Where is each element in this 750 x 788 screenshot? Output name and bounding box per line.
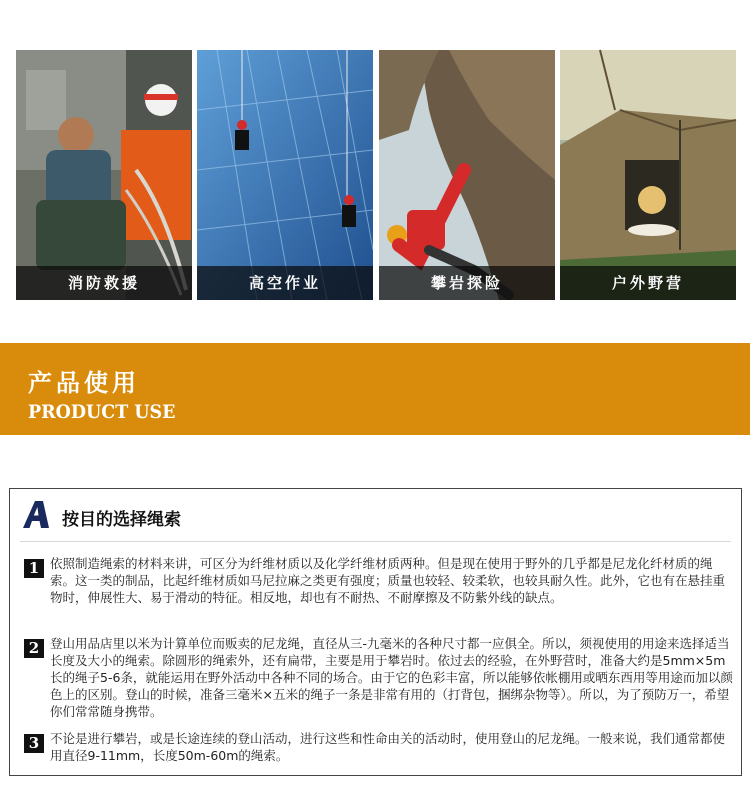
rope-selection-section bbox=[9, 484, 742, 776]
paragraph-number: 1 bbox=[24, 559, 44, 578]
product-use-banner bbox=[0, 343, 750, 435]
tile-high-altitude-work bbox=[197, 50, 373, 300]
paragraph-number: 2 bbox=[24, 639, 44, 658]
tile-caption: 消防救援 bbox=[16, 266, 192, 300]
letter-a-icon bbox=[20, 484, 52, 529]
section-heading: 按目的选择绳索 bbox=[62, 510, 181, 530]
paragraph: 不论是进行攀岩，或是长途连续的登山活动，进行这些和性命由关的活动时，使用登山的尼龙绳。一般来说，我们通常都使用直径9-11mm，长度50m-60m的绳索。 bbox=[50, 731, 726, 763]
tile-camping bbox=[560, 50, 736, 300]
tile-caption: 高空作业 bbox=[197, 266, 373, 300]
tile-firefighting-rescue bbox=[16, 50, 192, 300]
banner-title-zh: 产品使用 bbox=[28, 369, 140, 397]
tile-caption: 攀岩探险 bbox=[379, 266, 555, 300]
banner-title-en: PRODUCT USE bbox=[28, 401, 176, 423]
tile-caption: 户外野营 bbox=[560, 266, 736, 300]
section-marker: A bbox=[20, 484, 31, 503]
paragraph: 依照制造绳索的材料来讲，可区分为纤维材质以及化学纤维材质两种。但是现在使用于野外的几乎都是尼龙化纤材质的绳索。这一类的制品，比起纤维材质如马尼拉麻之类更有强度；质量也较轻、较柔软，也较具耐久性。此外，它也有在悬挂重物时，伸展性大、易于滑动的特征。相反地，却也有不耐热、不耐摩擦及不防紫外线的缺点。 bbox=[50, 556, 726, 605]
divider bbox=[20, 541, 731, 542]
tile-rock-climbing bbox=[379, 50, 555, 300]
firefighter-rescue-photo bbox=[16, 50, 192, 300]
paragraph-number: 3 bbox=[24, 734, 44, 753]
rock-climbing-photo bbox=[379, 50, 555, 300]
high-altitude-work-photo bbox=[197, 50, 373, 300]
paragraph: 登山用品店里以米为计算单位而贩卖的尼龙绳，直径从三-九毫米的各种尺寸都一应俱全。所以，须视使用的用途来选择适当长度及大小的绳索。除圆形的绳索外，还有扁带，主要是用于攀岩时。依过去的经验，在外野营时，准备大约是5mm×5m长的绳子5-6条，就能运用在野外活动中各种不同的场合。由于它的色彩丰富，所以能够依帐棚用或晒东西用等用途而加以颜色上的区别。登山的时候，准备三毫米×五米的绳子一条是非常有用的（打背包，捆绑杂物等）。所以，为了预防万一，希望你们常常随身携带。 bbox=[50, 636, 733, 719]
camping-tent-photo bbox=[560, 50, 736, 300]
